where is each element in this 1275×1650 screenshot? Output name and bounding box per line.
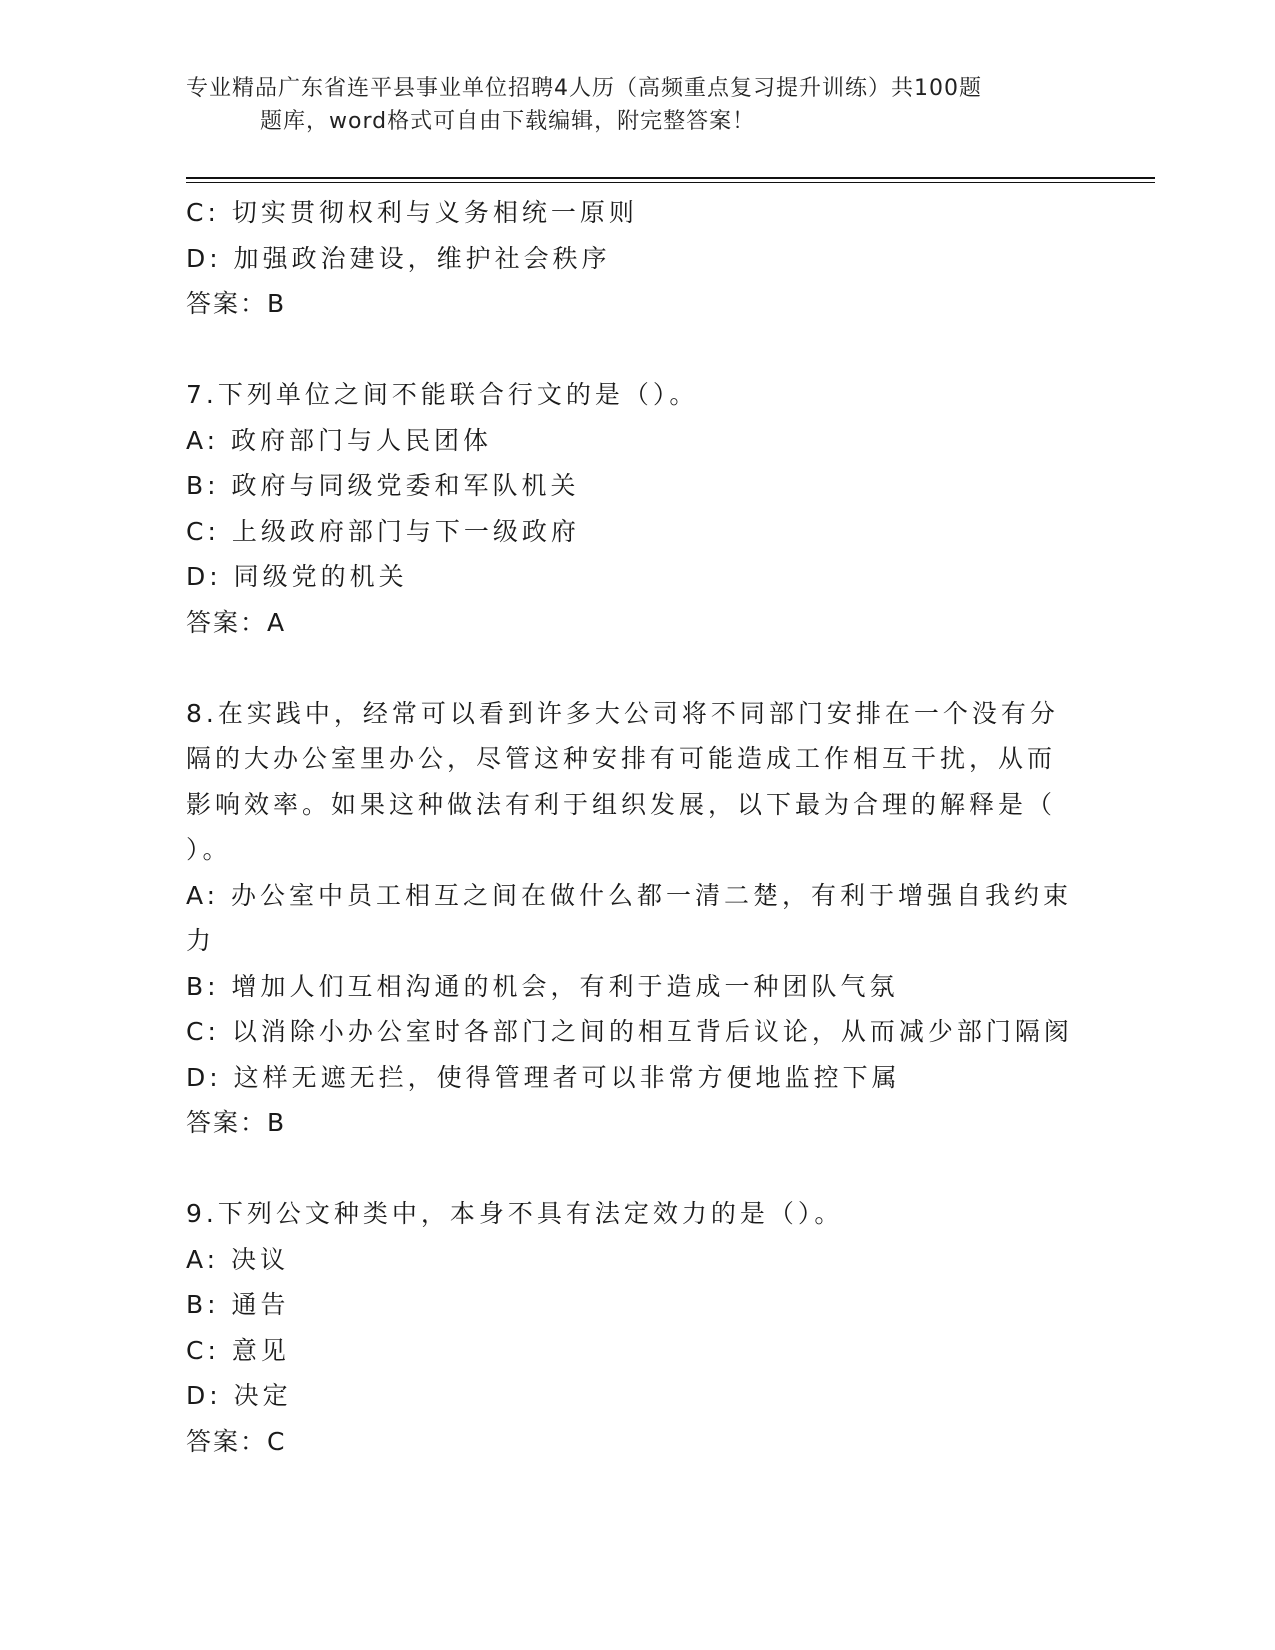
answer-line: 答案：B (186, 1108, 287, 1137)
answer-line: 答案：B (186, 289, 287, 318)
option-line: C: 上级政府部门与下一级政府 (186, 516, 580, 546)
question-stem: 隔的大办公室里办公，尽管这种安排有可能造成工作相互干扰，从而 (186, 744, 1057, 773)
header-divider-thin (186, 182, 1155, 183)
option-line: C: 以消除小办公室时各部门之间的相互背后议论，从而减少部门隔阂 (186, 1017, 1073, 1046)
option-line: 力 (186, 926, 216, 955)
option-line: D: 这样无遮无拦，使得管理者可以非常方便地监控下属 (186, 1062, 901, 1092)
question-block-8 (186, 691, 1086, 1146)
option-line: D: 加强政治建设，维护社会秩序 (186, 243, 611, 273)
option-line: B: 通告 (186, 1290, 290, 1319)
option-line: C: 意见 (186, 1335, 290, 1365)
option-line: A: 政府部门与人民团体 (186, 425, 493, 455)
answer-line: 答案：C (186, 1426, 287, 1456)
document-header (186, 72, 1066, 138)
question-stem: 9.下列公文种类中，本身不具有法定效力的是（）。 (186, 1199, 844, 1228)
question-block-7 (186, 372, 1086, 645)
answer-line: 答案：A (186, 607, 287, 637)
question-stem: 8.在实践中，经常可以看到许多大公司将不同部门安排在一个没有分 (186, 698, 1059, 728)
option-line: A: 办公室中员工相互之间在做什么都一清二楚，有利于增强自我约束 (186, 880, 1073, 910)
spacer (186, 645, 1086, 691)
question-stem: 7.下列单位之间不能联合行文的是（）。 (186, 380, 699, 409)
header-divider-thick (186, 177, 1155, 179)
prev-question-block (186, 190, 1086, 327)
option-line: C: 切实贯彻权利与义务相统一原则 (186, 198, 638, 227)
option-line: B: 增加人们互相沟通的机会，有利于造成一种团队气氛 (186, 971, 899, 1001)
header-title-line-1: 专业精品广东省连平县事业单位招聘4人历（高频重点复习提升训练）共100题 (186, 76, 982, 101)
header-title-line-2: 题库，word格式可自由下载编辑，附完整答案！ (260, 109, 756, 134)
spacer (186, 327, 1086, 373)
option-line: D: 决定 (186, 1381, 292, 1410)
question-stem: 影响效率。如果这种做法有利于组织发展，以下最为合理的解释是（ (186, 789, 1057, 819)
option-line: B: 政府与同级党委和军队机关 (186, 471, 580, 500)
spacer (186, 1146, 1086, 1192)
question-content (186, 190, 1086, 1464)
option-line: A: 决议 (186, 1244, 290, 1274)
option-line: D: 同级党的机关 (186, 562, 408, 591)
question-stem: ）。 (186, 835, 232, 864)
question-block-9 (186, 1191, 1086, 1464)
